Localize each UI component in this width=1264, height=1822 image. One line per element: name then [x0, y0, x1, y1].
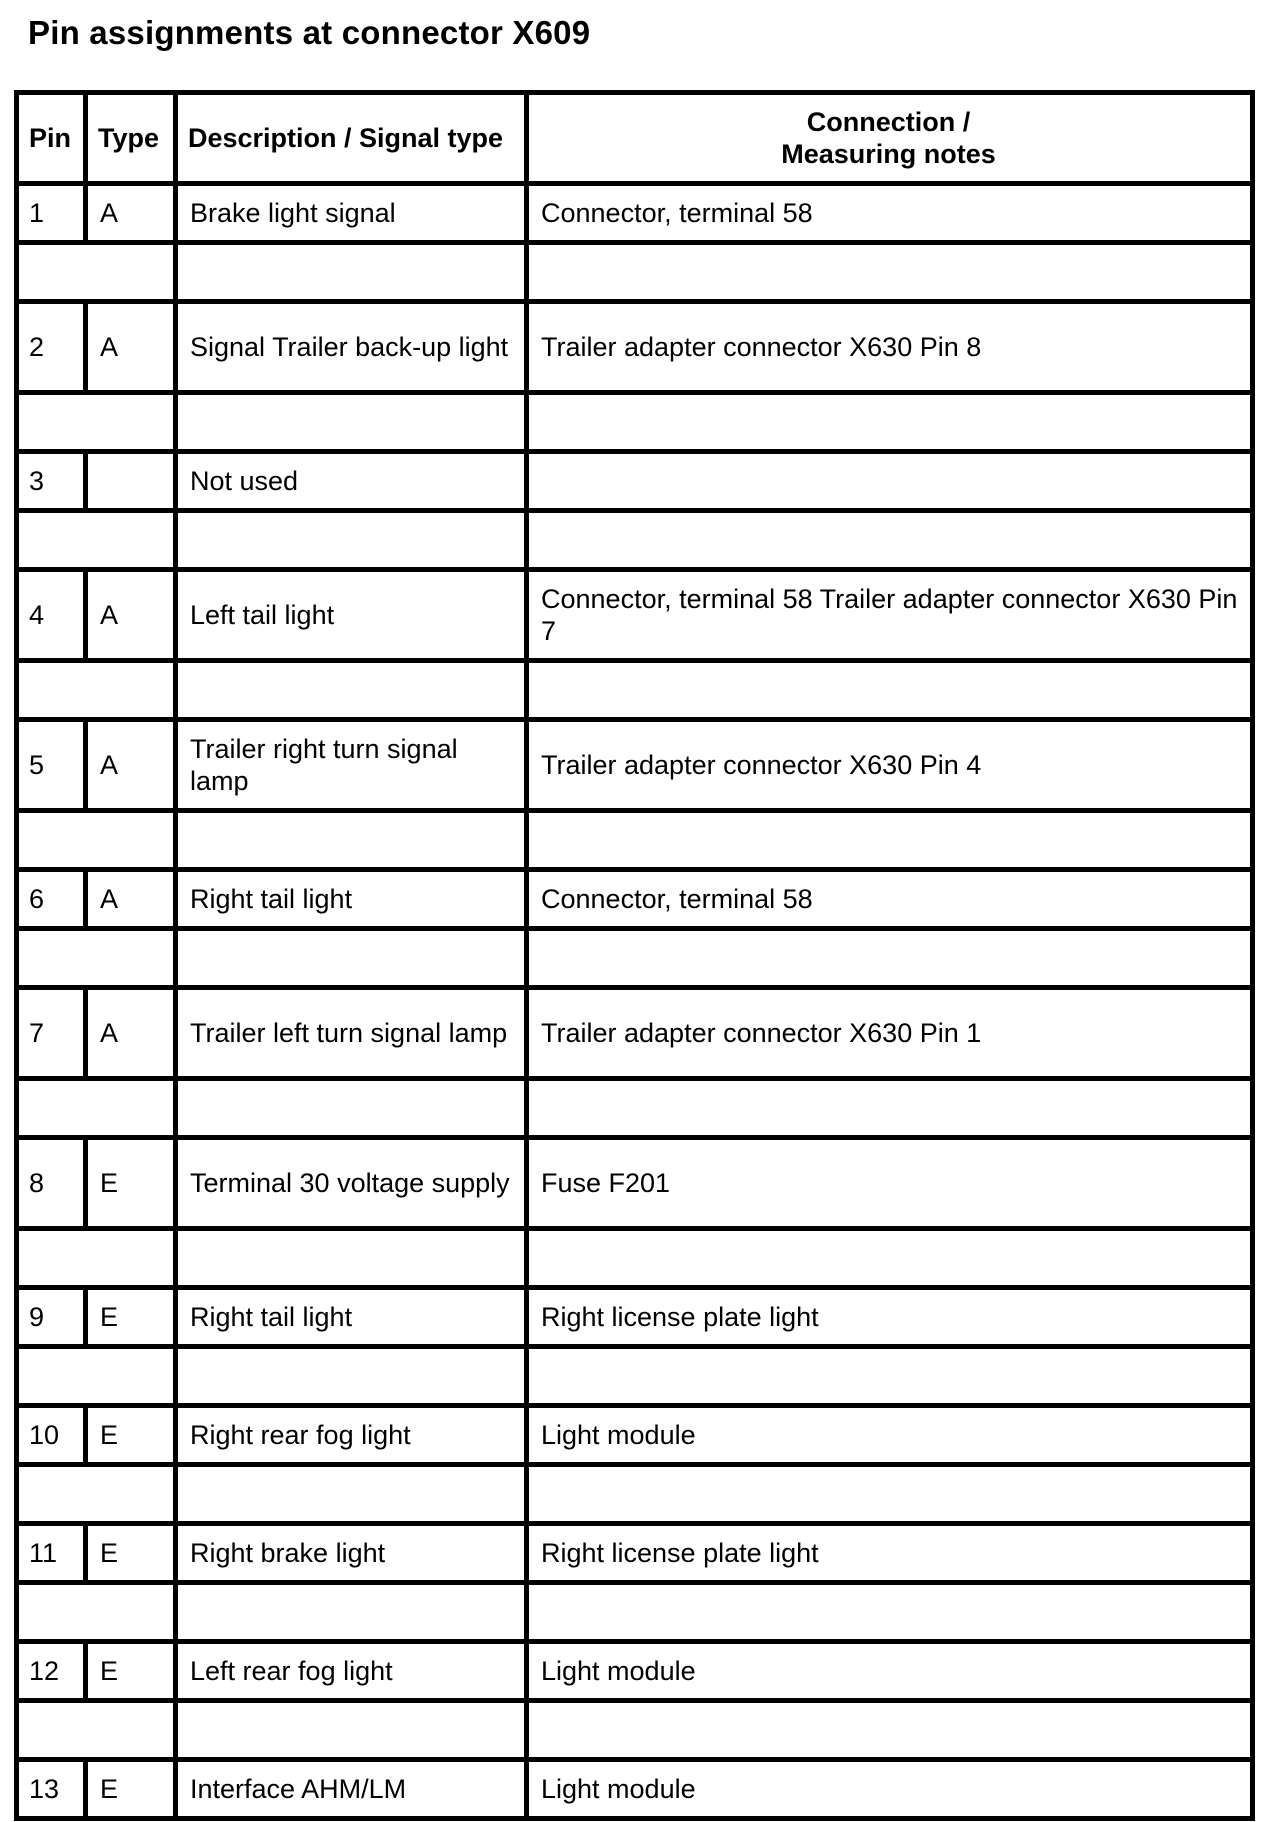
- type-cell: E: [88, 1762, 178, 1821]
- pin-cell: 8: [19, 1140, 88, 1231]
- description-cell: Right brake light: [178, 1526, 529, 1585]
- header-connection: [529, 95, 1255, 186]
- pin-cell: 7: [19, 990, 88, 1081]
- connection-cell: Fuse F201: [529, 1140, 1255, 1231]
- table-row: [19, 1290, 1255, 1349]
- pin-cell: 6: [19, 872, 88, 931]
- spacer-row: [19, 1349, 1255, 1408]
- description-cell: Not used: [178, 454, 529, 513]
- table-header-row: [19, 95, 1255, 186]
- pin-cell: 12: [19, 1644, 88, 1703]
- connection-cell: Trailer adapter connector X630 Pin 1: [529, 990, 1255, 1081]
- spacer-row: [19, 1703, 1255, 1762]
- pin-cell: 1: [19, 186, 88, 245]
- type-cell: [88, 454, 178, 513]
- type-cell: A: [88, 304, 178, 395]
- connection-cell: Trailer adapter connector X630 Pin 4: [529, 722, 1255, 813]
- connection-cell: Right license plate light: [529, 1526, 1255, 1585]
- table-row: [19, 872, 1255, 931]
- page-title: Pin assignments at connector X609: [28, 14, 591, 51]
- table-row: [19, 722, 1255, 813]
- header-description: Description / Signal type: [178, 95, 529, 186]
- type-cell: A: [88, 186, 178, 245]
- pin-cell: 11: [19, 1526, 88, 1585]
- spacer-row: [19, 395, 1255, 454]
- table-row: [19, 1526, 1255, 1585]
- description-cell: Signal Trailer back-up light: [178, 304, 529, 395]
- spacer-row: [19, 931, 1255, 990]
- description-cell: Trailer right turn signal lamp: [178, 722, 529, 813]
- spacer-row: [19, 513, 1255, 572]
- connection-cell: [529, 454, 1255, 513]
- pin-cell: 5: [19, 722, 88, 813]
- type-cell: A: [88, 572, 178, 663]
- spacer-row: [19, 1231, 1255, 1290]
- connection-cell: Connector, terminal 58: [529, 186, 1255, 245]
- description-cell: Brake light signal: [178, 186, 529, 245]
- pin-cell: 10: [19, 1408, 88, 1467]
- type-cell: A: [88, 990, 178, 1081]
- spacer-row: [19, 1081, 1255, 1140]
- pin-cell: 4: [19, 572, 88, 663]
- connection-cell: Trailer adapter connector X630 Pin 8: [529, 304, 1255, 395]
- type-cell: E: [88, 1408, 178, 1467]
- description-cell: Right rear fog light: [178, 1408, 529, 1467]
- spacer-row: [19, 813, 1255, 872]
- table-row: [19, 304, 1255, 395]
- description-cell: Terminal 30 voltage supply: [178, 1140, 529, 1231]
- table-row: [19, 1140, 1255, 1231]
- table-row: [19, 1762, 1255, 1821]
- type-cell: E: [88, 1644, 178, 1703]
- header-pin: Pin: [19, 95, 88, 186]
- table-row: [19, 990, 1255, 1081]
- description-cell: Left rear fog light: [178, 1644, 529, 1703]
- table-row: [19, 186, 1255, 245]
- spacer-row: [19, 663, 1255, 722]
- connection-cell: Light module: [529, 1762, 1255, 1821]
- pin-cell: 2: [19, 304, 88, 395]
- spacer-row: [19, 245, 1255, 304]
- table-row: [19, 1408, 1255, 1467]
- pin-cell: 13: [19, 1762, 88, 1821]
- spacer-row: [19, 1467, 1255, 1526]
- table-row: [19, 572, 1255, 663]
- description-cell: Right tail light: [178, 872, 529, 931]
- table-row: [19, 1644, 1255, 1703]
- type-cell: E: [88, 1526, 178, 1585]
- pin-cell: 9: [19, 1290, 88, 1349]
- header-connection-line1: Connection /: [806, 107, 971, 137]
- type-cell: A: [88, 722, 178, 813]
- connection-cell: Connector, terminal 58 Trailer adapter connector X630 Pin 7: [529, 572, 1255, 663]
- pin-assignment-table: [14, 90, 1255, 1821]
- description-cell: Trailer left turn signal lamp: [178, 990, 529, 1081]
- header-connection-line2: Measuring notes: [781, 139, 996, 169]
- pin-cell: 3: [19, 454, 88, 513]
- type-cell: E: [88, 1140, 178, 1231]
- type-cell: E: [88, 1290, 178, 1349]
- connection-cell: Connector, terminal 58: [529, 872, 1255, 931]
- table-row: [19, 454, 1255, 513]
- description-cell: Right tail light: [178, 1290, 529, 1349]
- header-type: Type: [88, 95, 178, 186]
- connection-cell: Light module: [529, 1644, 1255, 1703]
- spacer-row: [19, 1585, 1255, 1644]
- connection-cell: Light module: [529, 1408, 1255, 1467]
- description-cell: Left tail light: [178, 572, 529, 663]
- description-cell: Interface AHM/LM: [178, 1762, 529, 1821]
- type-cell: A: [88, 872, 178, 931]
- connection-cell: Right license plate light: [529, 1290, 1255, 1349]
